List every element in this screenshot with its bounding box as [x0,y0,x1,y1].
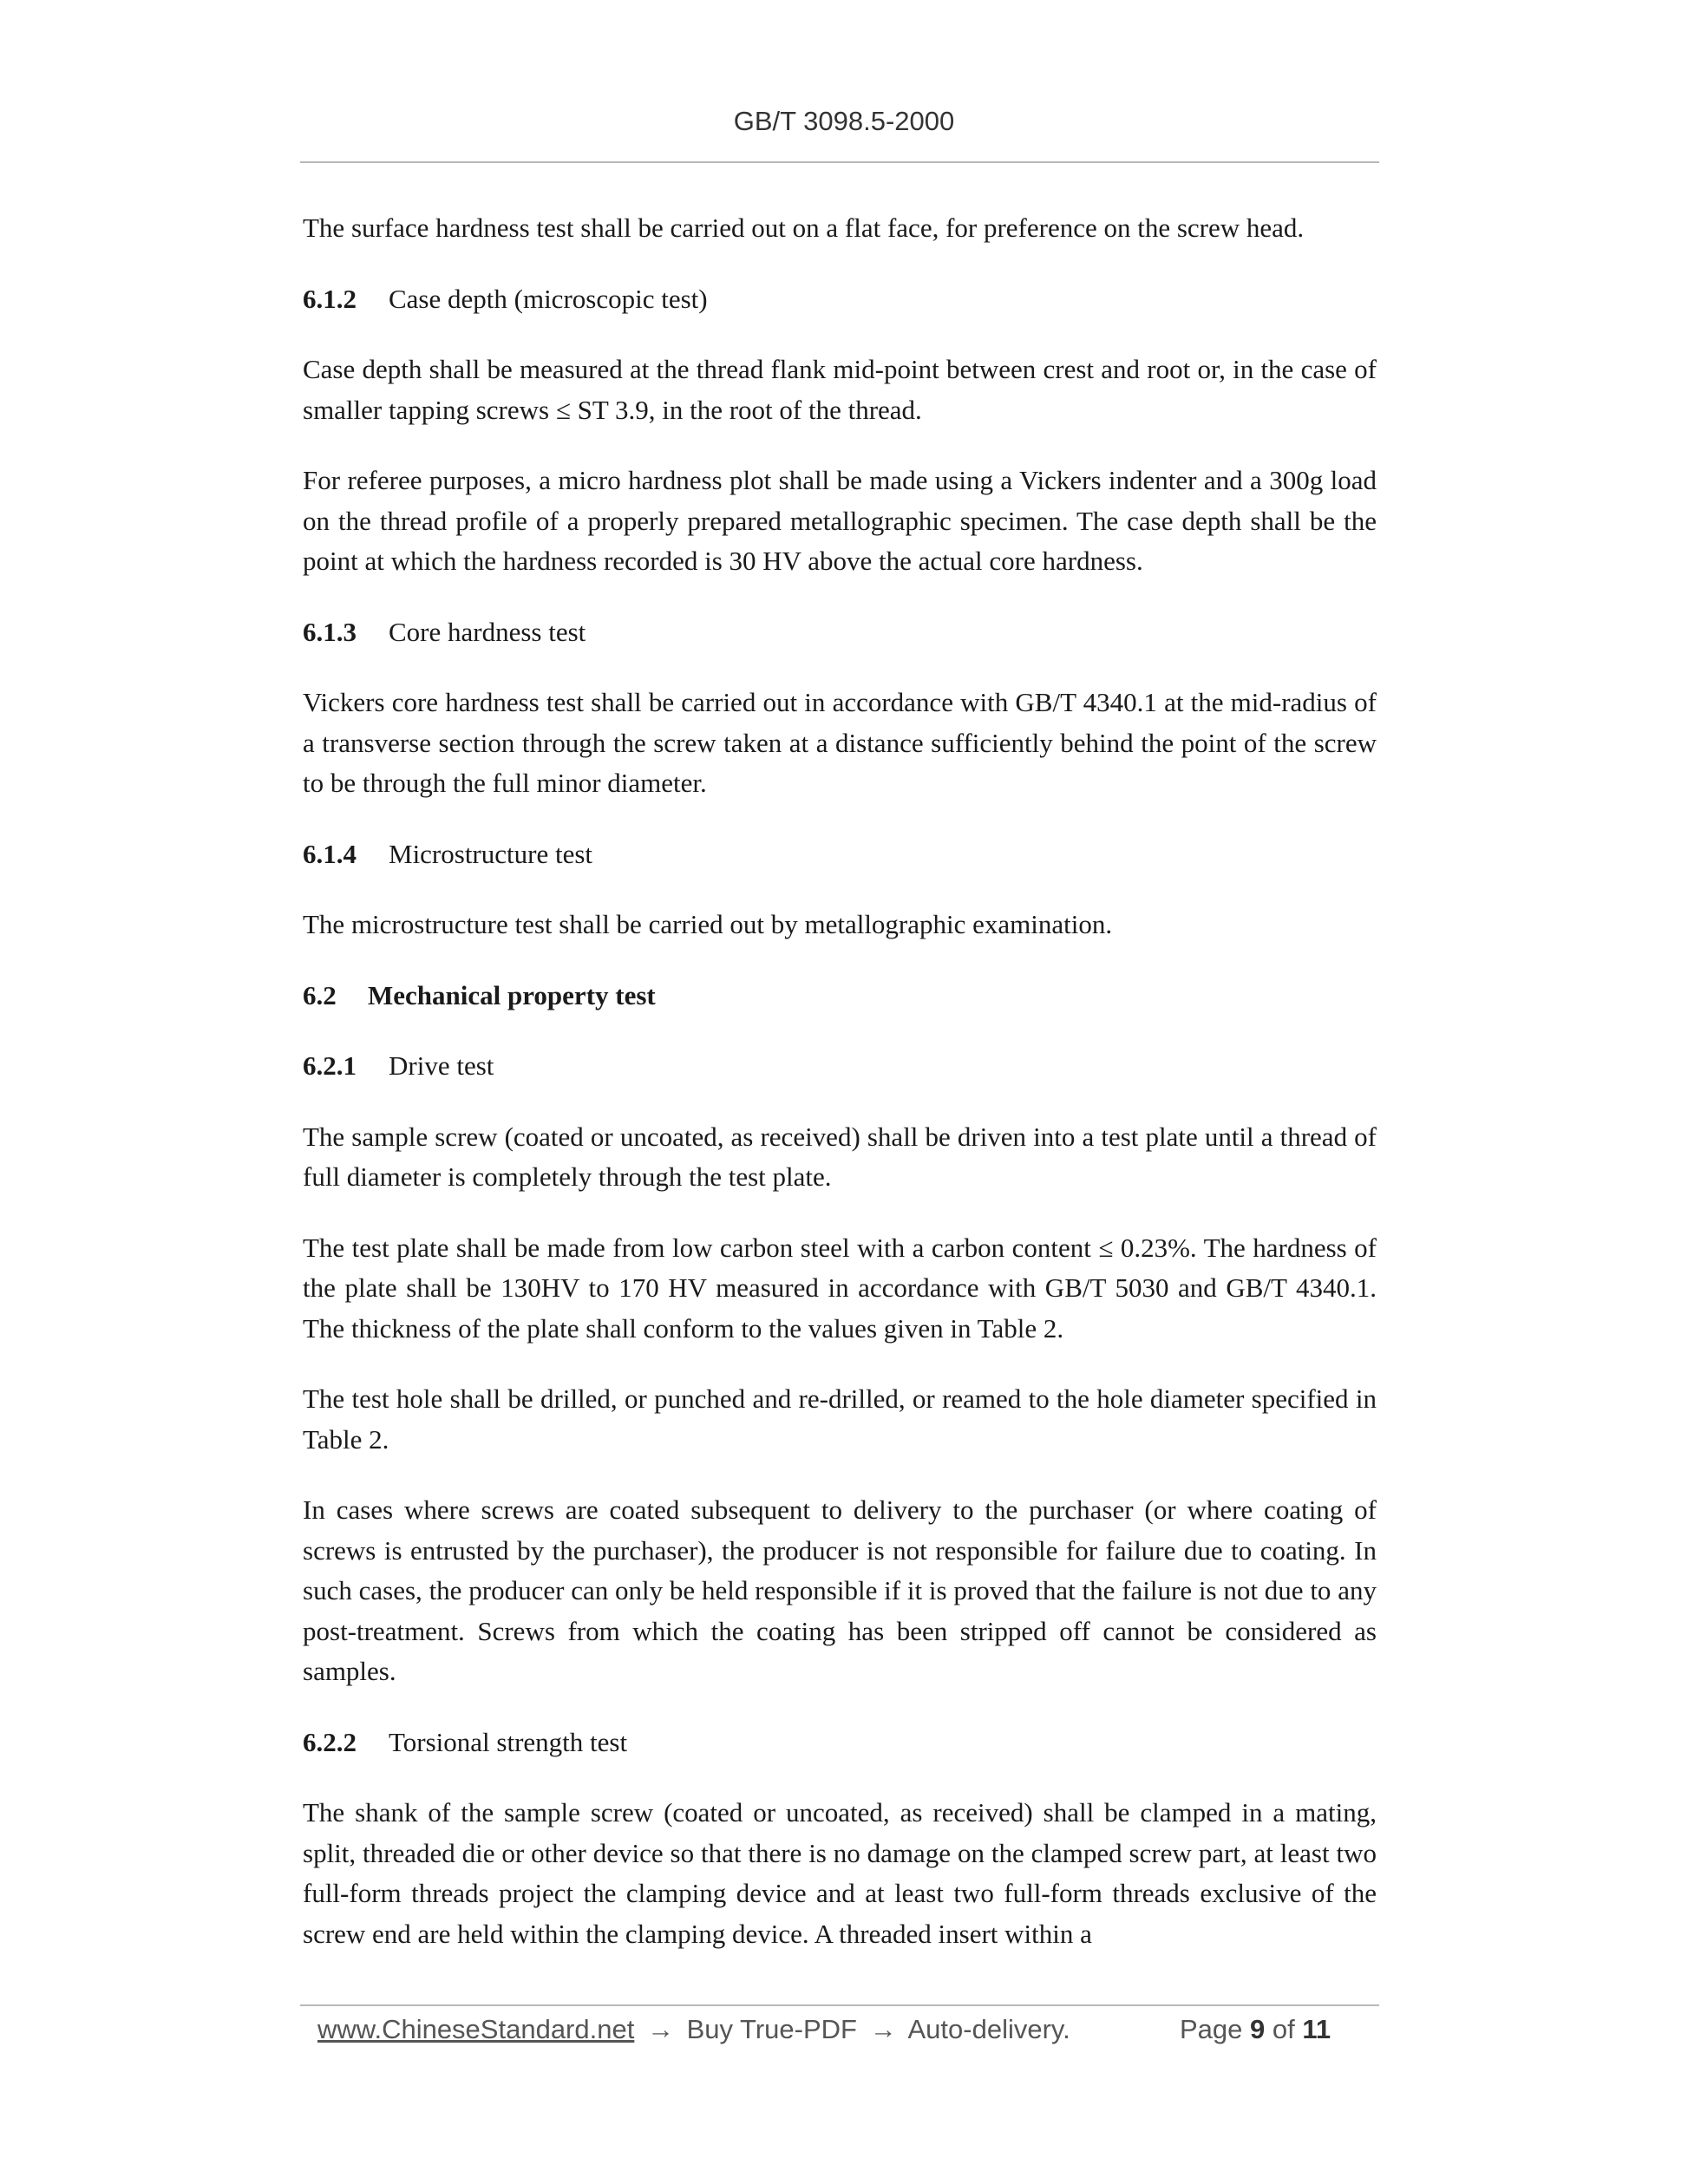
paragraph-drive-test-1: The sample screw (coated or uncoated, as received) shall be driven into a test plate until a thread of full diameter is completely through the test plate. [303,1121,1377,1192]
section-title: Core hardness test [389,616,586,647]
section-title: Torsional strength test [389,1726,628,1757]
total-pages-number: 11 [1302,2014,1331,2044]
section-number: 6.1.3 [303,616,357,647]
buy-text: Buy True-PDF [686,2014,857,2044]
delivery-text: Auto-delivery. [907,2014,1070,2044]
paragraph-drive-test-2: The test plate shall be made from low carbon steel with a carbon content ≤ 0.23%. The hardness of the plate shall be 130HV to 170 HV measured in accordance with GB/T 5030 and GB/T 4340.1. The thickness of the plate shall conform to the values given in Table 2. [303,1232,1377,1344]
section-heading-6-1-3 [303,612,1377,653]
section-number: 6.1.2 [303,283,357,314]
section-title: Case depth (microscopic test) [389,283,708,314]
paragraph-drive-test-4: In cases where screws are coated subsequent to delivery to the purchaser (or where coating of screws is entrusted by the purchaser), the producer is not responsible for failure due to coating. In such cases, the producer can only be held responsible if it is proved that the failure is not due to any post-treatment. Screws from which the coating has been stripped off cannot be considered as samples. [303,1494,1377,1686]
section-number: 6.1.4 [303,838,357,869]
arrow-right-icon: → [869,2014,897,2044]
section-heading-6-1-4 [303,834,1377,875]
paragraph-microstructure: The microstructure test shall be carried out by metallographic examination. [303,909,1113,939]
page-header-title: GB/T 3098.5-2000 [733,106,955,136]
current-page-number: 9 [1250,2014,1266,2044]
document-body [303,208,1377,1985]
page-number-indicator [1180,2009,1331,2050]
section-number: 6.2.2 [303,1726,357,1757]
section-heading-6-1-2 [303,279,1377,320]
page-word: Page [1180,2014,1243,2044]
website-link[interactable]: www.ChineseStandard.net [317,2014,635,2044]
section-heading-6-2-1 [303,1046,1377,1087]
section-title: Microstructure test [389,838,593,869]
paragraph-core-hardness: Vickers core hardness test shall be carried out in accordance with GB/T 4340.1 at the mid-radius of a transverse section through the screw taken at a distance sufficiently behind the point of the screw to be through the full minor diameter. [303,687,1377,798]
paragraph-drive-test-3: The test hole shall be drilled, or punched and re-drilled, or reamed to the hole diameter specified in Table 2. [303,1383,1377,1455]
header-rule [300,161,1379,163]
section-heading-6-2-2 [303,1723,1377,1763]
paragraph-case-depth-1: Case depth shall be measured at the thread flank mid-point between crest and root or, in the case of smaller tapping screws ≤ ST 3.9, in the root of the thread. [303,354,1377,425]
page-footer [317,2009,1358,2050]
arrow-right-icon: → [646,2014,674,2044]
section-heading-6-2 [303,976,1377,1017]
section-title: Mechanical property test [368,979,656,1010]
paragraph-case-depth-2: For referee purposes, a micro hardness plot shall be made using a Vickers indenter and a 300g load on the thread profile of a properly prepared metallographic specimen. The case depth shall be the point at which the hardness recorded is 30 HV above the actual core hardness. [303,465,1377,576]
of-word: of [1272,2014,1295,2044]
section-title: Drive test [389,1050,494,1081]
footer-promo [317,2009,1070,2050]
paragraph-torsional-strength: The shank of the sample screw (coated or uncoated, as received) shall be clamped in a mating, split, threaded die or other device so that there is no damage on the clamped screw part, at least two full-form threads project the clamping device and at least two full-form threads exclusive of the screw end are held within the clamping device. A threaded insert within a [303,1797,1377,1949]
footer-rule [300,2004,1379,2006]
section-number: 6.2 [303,979,337,1010]
paragraph-surface-hardness: The surface hardness test shall be carried out on a flat face, for preference on the screw head. [303,213,1305,243]
section-number: 6.2.1 [303,1050,357,1081]
